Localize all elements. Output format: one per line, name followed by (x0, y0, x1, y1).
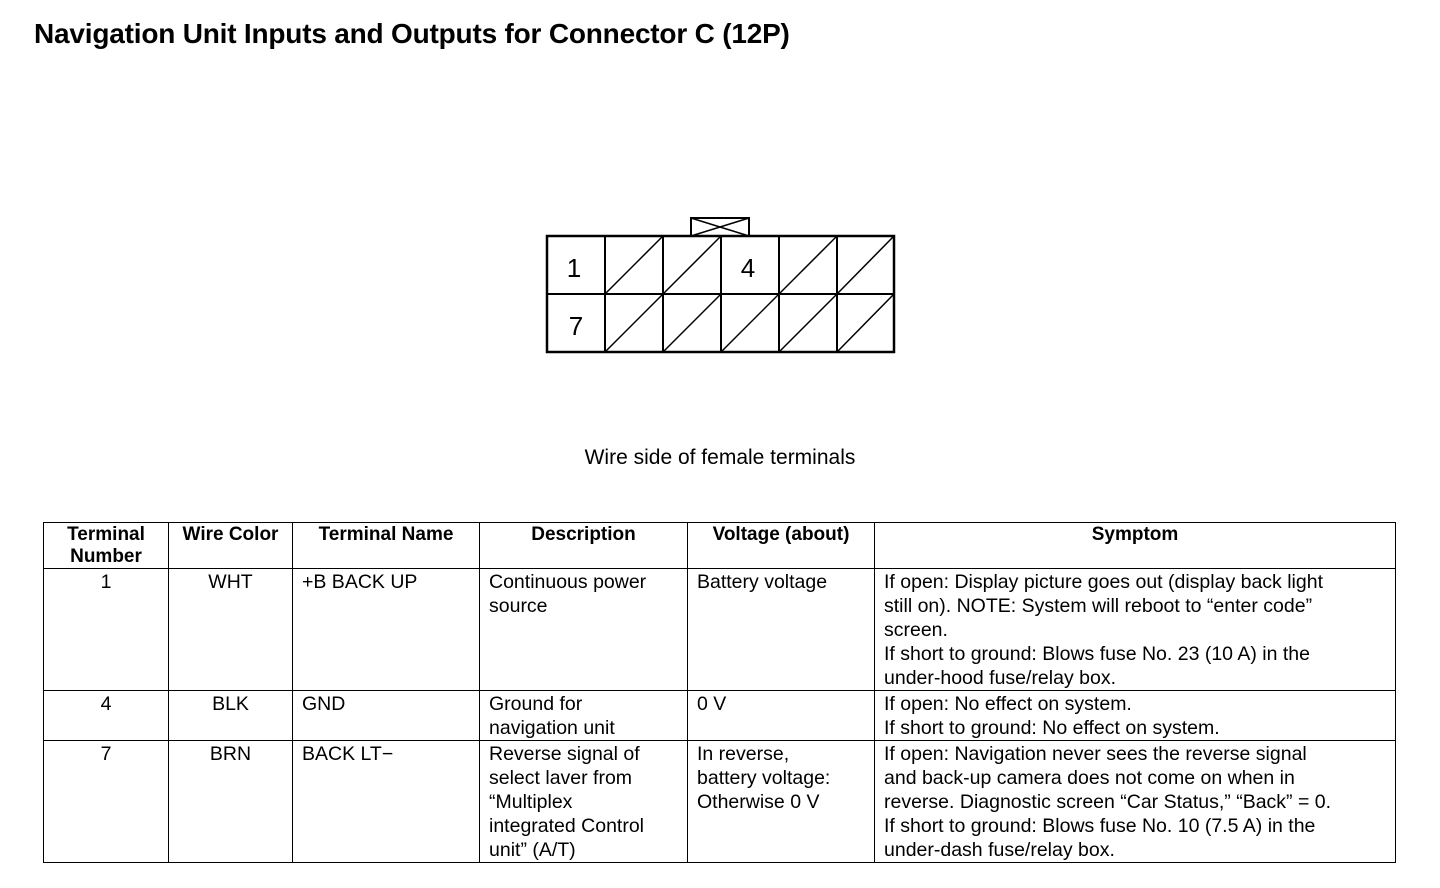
table-row (44, 691, 1396, 741)
connector-caption: Wire side of female terminals (584, 446, 856, 469)
cell-voltage: Battery voltage (688, 569, 875, 691)
header-symptom: Symptom (875, 523, 1396, 569)
terminal-label-1: 1 (566, 253, 582, 283)
cell-symptom: If open: Navigation never sees the reverse signal and back-up camera does not come on when in reverse. Diagnostic screen “Car Status,” “Back” = 0. If short to ground: Blows fuse No. 10 (7.5 A) in the under-dash fuse/relay box. (875, 741, 1396, 863)
cell-description: Continuous power source (480, 569, 688, 691)
cell-symptom: If open: Display picture goes out (display back light still on). NOTE: System will reboot to “enter code” screen. If short to ground: Blows fuse No. 23 (10 A) in the under-hood fuse/relay box. (875, 569, 1396, 691)
cell-terminal-name: GND (293, 691, 480, 741)
header-terminal-name: Terminal Name (293, 523, 480, 569)
cell-description: Ground for navigation unit (480, 691, 688, 741)
cell-voltage: In reverse, battery voltage: Otherwise 0 V (688, 741, 875, 863)
cell-terminal: 1 (44, 569, 169, 691)
page-title: Navigation Unit Inputs and Outputs for Connector C (12P) (34, 18, 790, 49)
cell-terminal-name: BACK LT− (293, 741, 480, 863)
cell-wire-color: BRN (169, 741, 293, 863)
cell-terminal: 4 (44, 691, 169, 741)
cell-wire-color: BLK (169, 691, 293, 741)
header-voltage: Voltage (about) (688, 523, 875, 569)
cell-voltage: 0 V (688, 691, 875, 741)
header-description: Description (480, 523, 688, 569)
table-row (44, 569, 1396, 691)
connector-lock-tab (691, 218, 749, 236)
cell-description: Reverse signal of select laver from “Multiplex integrated Control unit” (A/T) (480, 741, 688, 863)
table-row (44, 741, 1396, 863)
header-terminal-number: Terminal Number (44, 523, 169, 569)
header-wire-color: Wire Color (169, 523, 293, 569)
cell-terminal: 7 (44, 741, 169, 863)
io-table (43, 522, 1396, 863)
table-header-row (44, 523, 1396, 569)
terminal-label-7: 7 (568, 311, 584, 341)
terminal-label-4: 4 (740, 253, 756, 283)
cell-terminal-name: +B BACK UP (293, 569, 480, 691)
connector-diagram (540, 212, 900, 362)
cell-wire-color: WHT (169, 569, 293, 691)
cell-symptom: If open: No effect on system. If short to ground: No effect on system. (875, 691, 1396, 741)
